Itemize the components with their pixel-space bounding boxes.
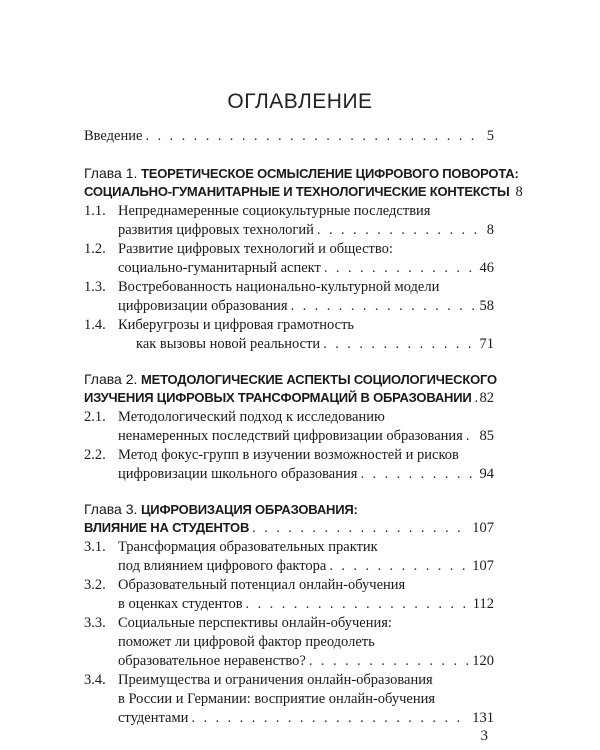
chapter-3-page: 107	[472, 520, 494, 536]
section-3-1-line1: Трансформация образовательных практик	[118, 539, 378, 555]
chapter-3-heading-line2[interactable]	[84, 518, 494, 538]
section-3-4-page: 131	[472, 710, 494, 726]
toc-entry-3-1[interactable]	[118, 556, 494, 576]
section-2-2-line1: Метод фокус-групп в изучении возможностей и рисков	[118, 447, 459, 463]
section-3-3-line3: образовательное неравенство?	[118, 653, 306, 669]
section-1-3-line1: Востребованность национально-культурной модели	[118, 279, 440, 295]
chapter-3-title-line1: ЦИФРОВИЗАЦИЯ ОБРАЗОВАНИЯ:	[141, 502, 358, 517]
section-2-1-page: 85	[479, 428, 494, 444]
chapter-1-title-line1: ТЕОРЕТИЧЕСКОЕ ОСМЫСЛЕНИЕ ЦИФРОВОГО ПОВОРОТА:	[141, 166, 519, 181]
leader-dots	[466, 426, 477, 446]
section-3-3-page: 120	[472, 653, 494, 669]
chapter-2-title-line1: МЕТОДОЛОГИЧЕСКИЕ АСПЕКТЫ СОЦИОЛОГИЧЕСКОГО	[141, 372, 497, 387]
chapter-1-heading-line2[interactable]	[84, 182, 523, 202]
section-2-2-page: 94	[479, 466, 494, 482]
leader-dots	[309, 651, 469, 671]
leader-dots	[317, 220, 484, 240]
section-num: 1.3.	[84, 279, 106, 295]
section-2-1-line2: ненамеренных последствий цифровизации образования	[118, 428, 463, 444]
section-1-1-page: 8	[486, 222, 494, 238]
toc-entry-intro[interactable]	[84, 126, 494, 146]
toc-entry-1-3[interactable]	[118, 296, 494, 316]
toc-entry-3-3[interactable]	[118, 651, 494, 671]
chapter-2-page: 82	[479, 390, 494, 406]
chapter-3-prefix: Глава 3.	[84, 501, 138, 517]
chapter-3-title-line2: ВЛИЯНИЕ НА СТУДЕНТОВ	[84, 520, 250, 535]
toc-entry-1-1[interactable]	[118, 220, 494, 240]
section-1-2-line1: Развитие цифровых технологий и общество:	[118, 241, 393, 257]
section-1-1-line1: Непреднамеренные социокультурные последствия	[118, 203, 431, 219]
section-3-2-page: 112	[472, 596, 494, 612]
leader-dots	[323, 334, 476, 354]
section-1-2-line2: социально-гуманитарный аспект	[118, 260, 321, 276]
section-1-4-line1: Киберугрозы и цифровая грамотность	[118, 317, 355, 333]
section-1-4-line2: как вызовы новой реальности	[136, 336, 321, 352]
section-3-1-page: 107	[472, 558, 494, 574]
chapter-1-prefix: Глава 1.	[84, 165, 138, 181]
toc-entry-3-4[interactable]	[118, 708, 494, 728]
toc-entry-3-2[interactable]	[118, 594, 494, 614]
chapter-3-heading[interactable]	[84, 499, 504, 519]
page-number: 3	[480, 728, 488, 744]
chapter-1-heading[interactable]	[84, 163, 519, 183]
section-num: 3.2.	[84, 577, 106, 593]
leader-dots	[191, 708, 469, 728]
chapter-2-heading-line2[interactable]	[84, 388, 494, 408]
toc-entry-2-1[interactable]	[118, 426, 494, 446]
chapter-1-page: 8	[515, 184, 523, 200]
section-1-3-line2: цифровизации образования	[118, 298, 288, 314]
section-num: 1.2.	[84, 241, 106, 257]
section-num: 3.4.	[84, 672, 106, 688]
section-2-1-line1: Методологический подход к исследованию	[118, 409, 385, 425]
section-3-1-line2: под влиянием цифрового фактора	[118, 558, 327, 574]
section-1-4-page: 71	[479, 336, 494, 352]
intro-label: Введение	[84, 128, 143, 144]
section-3-4-line2: в России и Германии: восприятие онлайн-обучения	[118, 691, 436, 707]
section-3-4-line1: Преимущества и ограничения онлайн-образования	[118, 672, 433, 688]
toc-entry-1-2[interactable]	[118, 258, 494, 278]
section-1-2-page: 46	[479, 260, 494, 276]
toc-entry-1-4[interactable]	[118, 334, 494, 354]
leader-dots	[145, 126, 483, 146]
section-3-3-line2: поможет ли цифровой фактор преодолеть	[118, 634, 375, 650]
section-num: 2.2.	[84, 447, 106, 463]
section-3-4-line3: студентами	[118, 710, 189, 726]
section-2-2-line2: цифровизации школьного образования	[118, 466, 358, 482]
toc-entry-2-2[interactable]	[118, 464, 494, 484]
section-num: 3.3.	[84, 615, 106, 631]
leader-dots	[329, 556, 469, 576]
leader-dots	[475, 388, 477, 408]
section-3-2-line1: Образовательный потенциал онлайн-обучения	[118, 577, 406, 593]
chapter-2-title-line2: ИЗУЧЕНИЯ ЦИФРОВЫХ ТРАНСФОРМАЦИЙ В ОБРАЗОВАНИИ	[84, 390, 472, 405]
leader-dots	[252, 518, 469, 538]
leader-dots	[360, 464, 476, 484]
chapter-1-title-line2: СОЦИАЛЬНО-ГУМАНИТАРНЫЕ И ТЕХНОЛОГИЧЕСКИЕ КОНТЕКСТЫ	[84, 184, 510, 199]
section-num: 2.1.	[84, 409, 106, 425]
section-num: 3.1.	[84, 539, 106, 555]
chapter-2-prefix: Глава 2.	[84, 371, 138, 387]
section-3-3-line1: Социальные перспективы онлайн-обучения:	[118, 615, 392, 631]
section-num: 1.4.	[84, 317, 106, 333]
section-3-2-line2: в оценках студентов	[118, 596, 243, 612]
page-title: ОГЛАВЛЕНИЕ	[227, 90, 373, 113]
chapter-2-heading[interactable]	[84, 369, 504, 389]
section-1-3-page: 58	[479, 298, 494, 314]
section-1-1-line2: развития цифровых технологий	[118, 222, 314, 238]
leader-dots	[246, 594, 470, 614]
leader-dots	[291, 296, 477, 316]
section-num: 1.1.	[84, 203, 106, 219]
leader-dots	[324, 258, 477, 278]
intro-page: 5	[486, 128, 494, 144]
